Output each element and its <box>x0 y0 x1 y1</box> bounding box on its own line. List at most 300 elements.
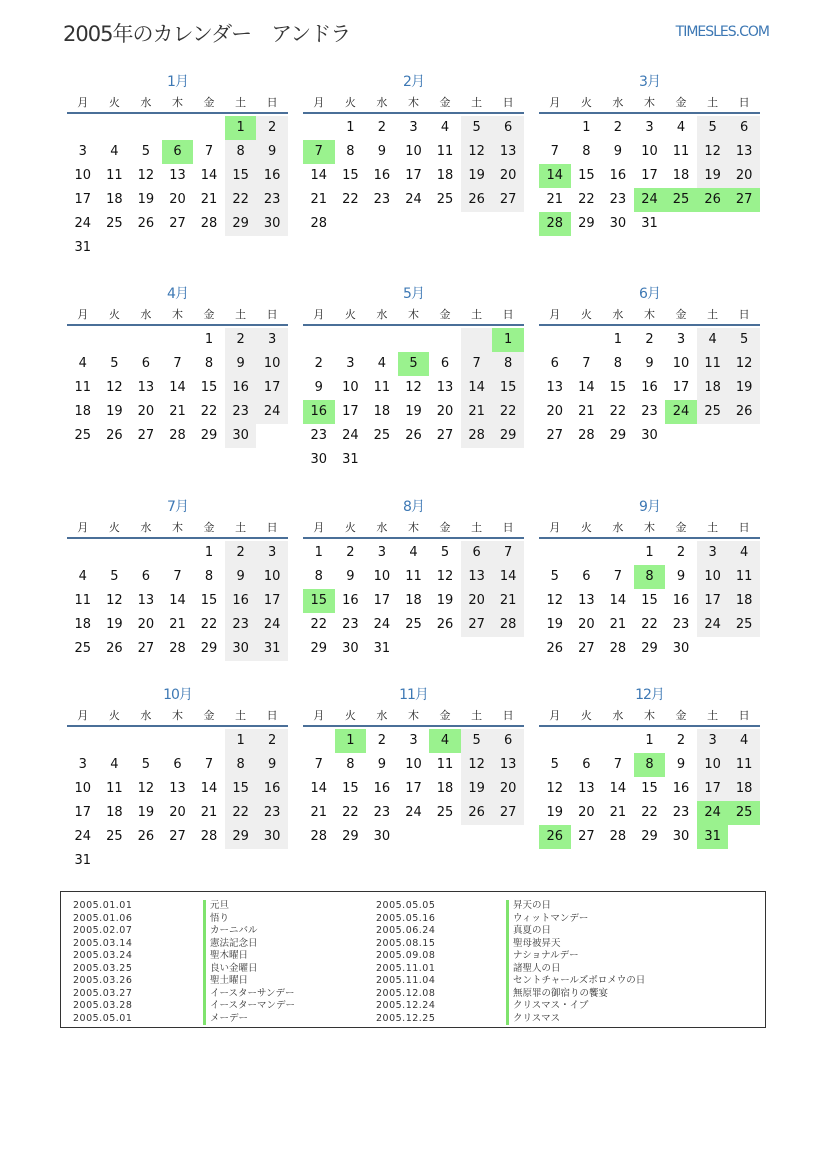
day-cell: 13 <box>492 753 524 777</box>
day-cell: 8 <box>204 569 214 584</box>
day-cell: 19 <box>546 805 564 820</box>
day-cell: 9 <box>256 140 288 164</box>
day-cell: 2 <box>256 116 288 140</box>
day-cell: 13 <box>169 168 186 183</box>
day-cell: 10 <box>405 144 422 159</box>
weekday-label: 日 <box>502 709 514 722</box>
day-cell: 19 <box>697 164 729 188</box>
day-cell: 5 <box>461 729 493 753</box>
day-cell: 10 <box>256 565 288 589</box>
day-cell: 13 <box>436 380 454 395</box>
holiday-row <box>73 1013 295 1026</box>
day-cell: 29 <box>225 825 257 849</box>
day-cell: 2 <box>377 120 387 135</box>
day-cell: 9 <box>225 352 257 376</box>
day-cell: 11 <box>436 757 454 772</box>
day-cell: 22 <box>492 400 524 424</box>
day-cell: 23 <box>256 188 288 212</box>
holiday-day-cell: 25 <box>665 188 697 212</box>
day-cell: 9 <box>676 569 686 584</box>
weekday-label: 木 <box>407 96 419 109</box>
month-title: 11月 <box>399 687 428 703</box>
weekday-label: 木 <box>407 709 419 722</box>
weekday-label: 土 <box>707 308 719 321</box>
weekday-label: 木 <box>643 521 655 534</box>
day-cell: 28 <box>310 216 328 231</box>
day-cell: 12 <box>436 569 454 584</box>
day-cell: 4 <box>377 356 387 371</box>
day-cell: 11 <box>697 352 729 376</box>
day-cell: 19 <box>106 617 123 632</box>
holiday-name: 真夏の日 <box>506 925 551 938</box>
weekday-label: 日 <box>266 709 278 722</box>
day-cell: 2 <box>645 332 654 347</box>
weekday-label: 月 <box>549 521 561 534</box>
day-cell: 25 <box>373 428 391 443</box>
day-cell: 27 <box>137 428 155 443</box>
day-cell: 11 <box>74 380 92 395</box>
day-cell: 25 <box>106 216 123 231</box>
day-cell: 23 <box>672 617 690 632</box>
day-cell: 19 <box>405 404 422 419</box>
weekday-label: 月 <box>313 96 325 109</box>
day-cell: 27 <box>436 428 454 443</box>
day-cell: 1 <box>346 120 355 135</box>
day-cell: 11 <box>373 380 391 395</box>
day-cell: 11 <box>74 593 92 608</box>
day-cell: 17 <box>256 589 288 613</box>
holiday-date: 2005.11.01 <box>376 962 436 974</box>
day-cell: 13 <box>169 781 186 796</box>
day-cell: 27 <box>578 641 595 656</box>
day-cell: 9 <box>377 144 387 159</box>
holiday-day-cell: 27 <box>728 188 760 212</box>
holiday-list <box>60 891 766 1028</box>
holiday-name: 良い金曜日 <box>203 963 258 976</box>
weekday-header <box>539 705 760 727</box>
day-cell: 17 <box>405 168 422 183</box>
empty-cell <box>193 729 225 753</box>
day-cell: 10 <box>373 569 391 584</box>
day-grid <box>67 729 288 873</box>
weekday-label: 土 <box>471 96 483 109</box>
day-cell: 18 <box>74 404 92 419</box>
day-cell: 22 <box>641 617 658 632</box>
day-cell: 27 <box>137 641 155 656</box>
day-cell: 16 <box>256 164 288 188</box>
day-cell: 17 <box>74 192 92 207</box>
day-cell: 16 <box>256 777 288 801</box>
day-cell: 9 <box>377 757 387 772</box>
weekday-label: 日 <box>266 521 278 534</box>
holiday-row <box>73 925 295 938</box>
day-cell: 26 <box>728 400 760 424</box>
weekday-label: 土 <box>235 308 247 321</box>
day-cell: 19 <box>137 192 155 207</box>
weekday-label: 火 <box>344 308 356 321</box>
day-cell: 19 <box>461 164 493 188</box>
month-block <box>303 284 524 472</box>
day-cell: 4 <box>440 120 450 135</box>
day-cell: 14 <box>492 565 524 589</box>
day-cell: 1 <box>204 332 214 347</box>
holiday-day-cell: 6 <box>162 140 194 164</box>
day-cell: 2 <box>676 545 686 560</box>
day-cell: 8 <box>314 569 323 584</box>
weekday-label: 月 <box>77 709 89 722</box>
weekday-label: 火 <box>108 709 120 722</box>
day-cell: 20 <box>546 404 564 419</box>
holiday-name: 諸聖人の日 <box>506 963 561 976</box>
day-grid <box>67 116 288 260</box>
day-cell: 6 <box>492 729 524 753</box>
day-cell: 24 <box>405 192 422 207</box>
day-cell: 4 <box>110 144 119 159</box>
day-cell: 27 <box>461 613 493 637</box>
day-cell: 7 <box>613 569 623 584</box>
holiday-date: 2005.03.28 <box>73 1000 133 1011</box>
day-cell: 17 <box>641 168 658 183</box>
day-cell: 30 <box>609 216 627 231</box>
day-cell: 14 <box>578 380 595 395</box>
day-cell: 20 <box>578 805 595 820</box>
weekday-label: 金 <box>439 521 451 534</box>
weekday-label: 金 <box>675 521 687 534</box>
empty-cell <box>303 729 335 753</box>
day-cell: 15 <box>225 777 257 801</box>
day-cell: 18 <box>436 781 454 796</box>
day-cell: 26 <box>137 829 155 844</box>
weekday-label: 木 <box>407 521 419 534</box>
day-cell: 23 <box>310 428 328 443</box>
day-cell: 10 <box>74 781 92 796</box>
day-cell: 29 <box>492 424 524 448</box>
day-cell: 9 <box>645 356 654 371</box>
month-block <box>303 685 524 849</box>
day-cell: 15 <box>609 380 627 395</box>
day-cell: 3 <box>409 733 418 748</box>
day-cell: 23 <box>373 192 391 207</box>
holiday-row <box>73 963 295 976</box>
holiday-row <box>73 938 295 951</box>
month-block <box>67 72 288 260</box>
day-cell: 10 <box>256 352 288 376</box>
month-title: 3月 <box>639 74 660 90</box>
day-cell: 3 <box>78 757 87 772</box>
day-cell: 17 <box>373 593 391 608</box>
weekday-label: 水 <box>140 709 152 722</box>
holiday-day-cell: 5 <box>398 352 430 376</box>
day-cell: 18 <box>728 589 760 613</box>
day-cell: 29 <box>641 829 658 844</box>
day-cell: 2 <box>346 545 355 560</box>
weekday-label: 日 <box>738 709 750 722</box>
day-cell: 12 <box>461 140 493 164</box>
day-cell: 6 <box>461 541 493 565</box>
weekday-header <box>303 517 524 539</box>
day-cell: 19 <box>546 617 564 632</box>
day-cell: 23 <box>225 400 257 424</box>
day-cell: 28 <box>169 641 186 656</box>
day-cell: 30 <box>672 641 690 656</box>
weekday-header <box>539 517 760 539</box>
day-cell: 25 <box>697 400 729 424</box>
day-cell: 4 <box>728 541 760 565</box>
day-cell: 7 <box>173 569 182 584</box>
month-title: 2月 <box>403 74 424 90</box>
month-title: 7月 <box>167 499 188 515</box>
day-cell: 6 <box>582 757 591 772</box>
day-cell: 8 <box>582 144 591 159</box>
day-cell: 5 <box>697 116 729 140</box>
day-cell: 6 <box>582 569 591 584</box>
empty-cell <box>303 116 335 140</box>
day-cell: 18 <box>405 593 422 608</box>
holiday-row <box>376 1013 645 1026</box>
day-cell: 6 <box>550 356 559 371</box>
day-cell: 5 <box>550 757 559 772</box>
weekday-label: 金 <box>203 521 215 534</box>
weekday-label: 火 <box>580 709 592 722</box>
day-cell: 2 <box>225 541 257 565</box>
day-cell: 19 <box>461 777 493 801</box>
day-cell: 24 <box>405 805 422 820</box>
holiday-name: 聖母被昇天 <box>506 938 561 951</box>
weekday-label: 火 <box>108 308 120 321</box>
day-cell: 3 <box>676 332 686 347</box>
day-cell: 20 <box>728 164 760 188</box>
holiday-date: 2005.01.01 <box>73 900 133 911</box>
weekday-label: 土 <box>707 521 719 534</box>
day-cell: 11 <box>106 168 123 183</box>
day-cell: 11 <box>728 565 760 589</box>
holiday-row <box>376 913 645 926</box>
day-cell: 14 <box>169 593 186 608</box>
empty-cell <box>99 541 131 565</box>
empty-cell <box>571 541 603 565</box>
day-grid <box>539 116 760 236</box>
day-cell: 9 <box>256 753 288 777</box>
day-cell: 21 <box>200 192 218 207</box>
empty-cell <box>162 116 194 140</box>
day-cell: 29 <box>200 641 218 656</box>
day-cell: 29 <box>609 428 627 443</box>
day-cell: 16 <box>672 593 690 608</box>
empty-cell <box>461 328 493 352</box>
day-cell: 6 <box>728 116 760 140</box>
day-cell: 18 <box>106 805 123 820</box>
day-cell: 28 <box>492 613 524 637</box>
day-cell: 31 <box>256 637 288 661</box>
day-cell: 23 <box>225 613 257 637</box>
weekday-label: 火 <box>580 308 592 321</box>
holiday-date: 2005.01.06 <box>73 912 133 924</box>
holiday-name: イースターマンデー <box>203 1000 295 1013</box>
day-cell: 24 <box>74 216 92 231</box>
day-cell: 31 <box>74 240 92 255</box>
month-title: 9月 <box>639 499 660 515</box>
weekday-header <box>67 92 288 114</box>
day-cell: 29 <box>200 428 218 443</box>
day-cell: 5 <box>440 545 450 560</box>
day-cell: 28 <box>200 216 218 231</box>
day-cell: 25 <box>106 829 123 844</box>
day-cell: 13 <box>137 593 155 608</box>
day-cell: 4 <box>78 569 87 584</box>
day-cell: 29 <box>310 641 328 656</box>
empty-cell <box>67 328 99 352</box>
holiday-row <box>376 975 645 988</box>
empty-cell <box>193 116 225 140</box>
day-grid <box>539 541 760 661</box>
day-cell: 13 <box>546 380 564 395</box>
weekday-label: 土 <box>471 521 483 534</box>
weekday-label: 木 <box>171 308 183 321</box>
day-cell: 13 <box>728 140 760 164</box>
empty-cell <box>162 729 194 753</box>
weekday-label: 火 <box>344 709 356 722</box>
day-cell: 17 <box>256 376 288 400</box>
holiday-date: 2005.05.05 <box>376 900 436 911</box>
day-cell: 12 <box>728 352 760 376</box>
holiday-name: 聖木曜日 <box>203 950 248 963</box>
weekday-label: 金 <box>203 308 215 321</box>
weekday-label: 月 <box>77 96 89 109</box>
day-cell: 25 <box>728 613 760 637</box>
day-cell: 20 <box>169 805 186 820</box>
holiday-row <box>376 963 645 976</box>
holiday-day-cell: 26 <box>539 825 571 849</box>
day-cell: 25 <box>436 192 454 207</box>
day-cell: 27 <box>546 428 564 443</box>
day-cell: 7 <box>461 352 493 376</box>
day-cell: 24 <box>74 829 92 844</box>
brand-logo[interactable]: TIMESLES.COM <box>675 24 769 40</box>
day-cell: 15 <box>641 593 658 608</box>
empty-cell <box>67 541 99 565</box>
day-grid <box>67 328 288 448</box>
day-cell: 22 <box>641 805 658 820</box>
day-cell: 29 <box>641 641 658 656</box>
weekday-label: 木 <box>171 709 183 722</box>
day-cell: 23 <box>641 404 658 419</box>
day-cell: 19 <box>728 376 760 400</box>
day-cell: 21 <box>310 805 328 820</box>
weekday-label: 月 <box>77 308 89 321</box>
month-title: 12月 <box>635 687 664 703</box>
holiday-name: セントチャールズボロメウの日 <box>506 975 645 988</box>
empty-cell <box>130 541 162 565</box>
day-cell: 17 <box>697 589 729 613</box>
holiday-date: 2005.11.04 <box>376 975 436 986</box>
day-cell: 20 <box>137 617 155 632</box>
holiday-row <box>73 950 295 963</box>
holiday-row <box>73 913 295 926</box>
day-cell: 3 <box>645 120 654 135</box>
day-cell: 25 <box>74 428 92 443</box>
holiday-date: 2005.05.01 <box>73 1012 133 1024</box>
day-cell: 15 <box>200 593 218 608</box>
day-cell: 22 <box>342 805 359 820</box>
holiday-name: イースターサンデー <box>203 988 295 1001</box>
holiday-day-cell: 24 <box>697 801 729 825</box>
holiday-date: 2005.08.15 <box>376 937 436 949</box>
day-cell: 14 <box>169 380 186 395</box>
day-cell: 2 <box>314 356 323 371</box>
day-cell: 16 <box>641 380 658 395</box>
empty-cell <box>366 328 398 352</box>
holiday-row <box>376 938 645 951</box>
day-cell: 4 <box>409 545 418 560</box>
day-cell: 7 <box>550 144 559 159</box>
weekday-label: 日 <box>502 521 514 534</box>
empty-cell <box>539 729 571 753</box>
weekday-label: 金 <box>439 709 451 722</box>
day-cell: 28 <box>200 829 218 844</box>
day-cell: 30 <box>373 829 391 844</box>
day-cell: 7 <box>582 356 591 371</box>
day-cell: 26 <box>137 216 155 231</box>
day-cell: 28 <box>609 829 627 844</box>
day-cell: 30 <box>342 641 359 656</box>
day-cell: 1 <box>645 733 654 748</box>
day-cell: 26 <box>546 641 564 656</box>
day-cell: 18 <box>672 168 690 183</box>
empty-cell <box>571 328 603 352</box>
month-title: 4月 <box>167 286 188 302</box>
day-grid <box>303 729 524 849</box>
weekday-label: 水 <box>376 308 388 321</box>
holiday-name: ナショナルデー <box>506 950 579 963</box>
day-cell: 12 <box>106 380 123 395</box>
day-cell: 16 <box>373 781 391 796</box>
day-cell: 18 <box>728 777 760 801</box>
weekday-header <box>303 304 524 326</box>
day-cell: 21 <box>609 617 627 632</box>
day-cell: 20 <box>492 164 524 188</box>
day-cell: 9 <box>346 569 355 584</box>
weekday-label: 火 <box>344 96 356 109</box>
month-title: 1月 <box>167 74 188 90</box>
weekday-label: 日 <box>738 96 750 109</box>
day-cell: 31 <box>74 853 92 868</box>
day-cell: 5 <box>110 569 119 584</box>
day-cell: 31 <box>342 452 359 467</box>
day-cell: 13 <box>461 565 493 589</box>
day-cell: 12 <box>106 593 123 608</box>
day-cell: 21 <box>546 192 564 207</box>
day-cell: 10 <box>74 168 92 183</box>
weekday-label: 木 <box>643 709 655 722</box>
day-cell: 13 <box>492 140 524 164</box>
day-cell: 23 <box>672 805 690 820</box>
day-cell: 11 <box>405 569 422 584</box>
holiday-date: 2005.12.25 <box>376 1012 436 1024</box>
day-cell: 1 <box>225 729 257 753</box>
holiday-row <box>376 925 645 938</box>
day-cell: 17 <box>74 805 92 820</box>
weekday-label: 金 <box>439 308 451 321</box>
holiday-day-cell: 26 <box>697 188 729 212</box>
day-cell: 30 <box>256 212 288 236</box>
empty-cell <box>335 328 367 352</box>
day-cell: 20 <box>492 777 524 801</box>
day-cell: 7 <box>492 541 524 565</box>
weekday-label: 日 <box>738 308 750 321</box>
day-cell: 26 <box>106 641 123 656</box>
weekday-label: 木 <box>643 308 655 321</box>
day-cell: 17 <box>672 380 690 395</box>
